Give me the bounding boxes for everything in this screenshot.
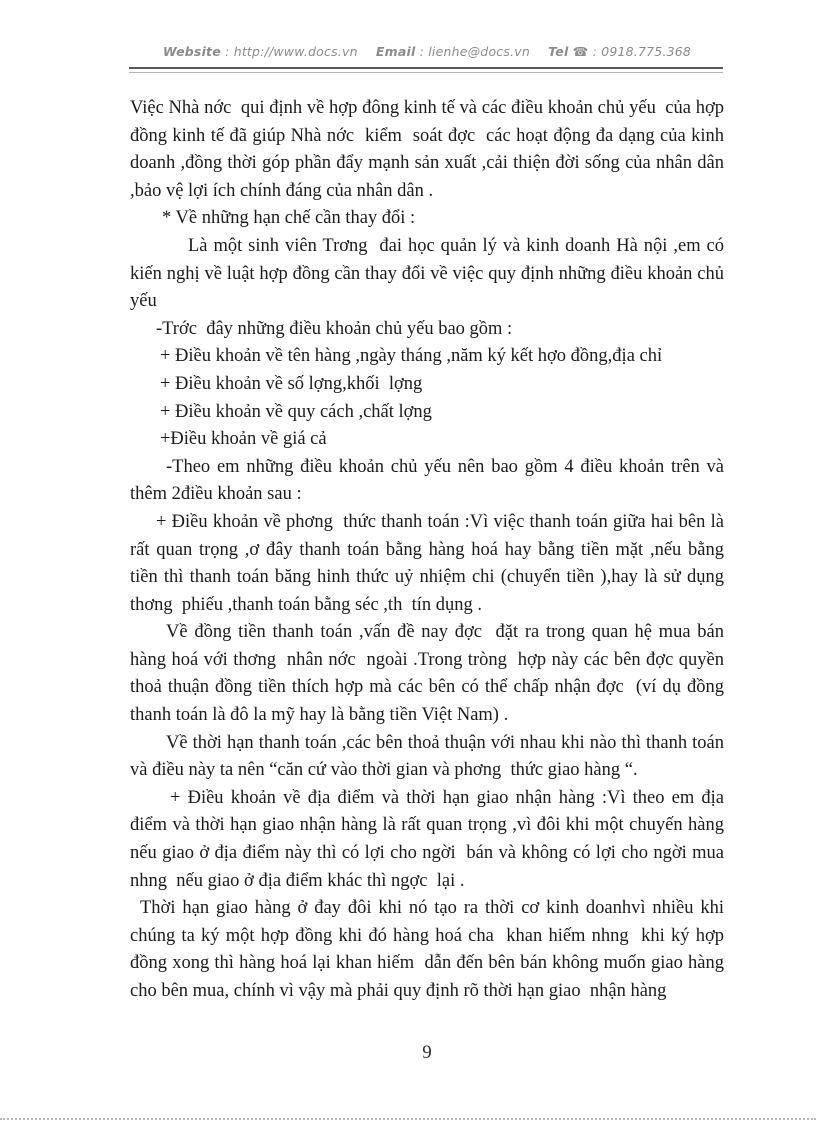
paragraph: + Điều khoản về tên hàng ,ngày tháng ,năm ký kết hợo đồng,địa chỉ (160, 346, 663, 367)
paragraph: + Điều khoản về địa điểm và thời hạn giao nhận hàng :Vì theo em địa điểm và thời hạn giao nhận hàng là rất quan trọng ,vì đôi khi một chuyến hàng nếu giao ở địa điểm này thì có lợi cho ngời bán và không có lợi cho ngời mua nhng nếu giao ở địa điểm khác thì ngợc lại . (130, 787, 724, 891)
website-label: Website (162, 44, 221, 59)
header-website (163, 44, 358, 59)
paragraph: + Điều khoản về số lợng,khối lợng (160, 373, 423, 394)
paragraph: -Trớc đây những điều khoản chủ yếu bao gồm : (156, 318, 513, 339)
paragraph: * Về những hạn chế cần thay đổi : (162, 208, 416, 229)
paragraph: Về đồng tiền thanh toán ,vấn đề nay đợc đặt ra trong quan hệ mua bán hàng hoá với thơng nhân nớc ngoài .Trong tròng hợp này các bên đợc quyền thoả thuận đồng tiền thích hợp mà các bên có thể chấp nhận đợc (ví dụ đồng thanh toán là đô la mỹ hay là bằng tiền Việt Nam) . (130, 622, 724, 726)
paragraph: -Theo em những điều khoản chủ yếu nên bao gồm 4 điều khoản trên và thêm 2điều khoản sau : (130, 456, 724, 505)
paragraph: +Điều khoản về giá cả (160, 429, 327, 450)
header-email (376, 44, 530, 59)
paragraph: Về thời hạn thanh toán ,các bên thoả thuận với nhau khi nào thì thanh toán và điều này ta nên “căn cứ vào thời gian và phơng thức giao hàng “. (130, 732, 724, 781)
tel-label: Tel (548, 44, 569, 59)
bottom-dotted-border (0, 1118, 816, 1120)
phone-icon: ☎ (572, 44, 589, 59)
document-body (130, 95, 724, 1006)
header-divider (129, 67, 723, 73)
paragraph: Thời hạn giao hàng ở đay đôi khi nó tạo ra thời cơ kinh doanhvì nhiều khi chúng ta ký một hợp đồng khi đó hàng hoá cha khan hiếm nhng khi ký hợp đồng xong thì hàng hoá lại khan hiếm dẫn đến bên bán không muốn giao hàng cho bên mua, chính vì vậy mà phải quy định rõ thời hạn giao nhận hàng (130, 898, 724, 1001)
paragraph: + Điều khoản về phơng thức thanh toán :Vì việc thanh toán giữa hai bên là rất quan trọng ,ơ đây thanh toán bằng hàng hoá hay bằng tiền mặt ,nếu bằng tiền thì thanh toán băng hinh thức uỷ nhiệm chi (chuyển tiền ),hay là sử dụng thơng phiếu ,thanh toán bằng séc ,th tín dụng . (130, 511, 724, 615)
website-value: : http://www.docs.vn (225, 44, 358, 59)
page-header (130, 44, 724, 59)
page-number: 9 (422, 1042, 432, 1063)
email-value: : lienhe@docs.vn (419, 44, 530, 59)
header-tel (548, 44, 691, 59)
paragraph: Việc Nhà nớc qui định về hợp đông kinh tế và các điều khoản chủ yếu của hợp đồng kinh tế đã giúp Nhà nớc kiểm soát đợc các hoạt động đa dạng của kinh doanh ,đồng thời góp phần đẩy mạnh sản xuất ,cải thiện đời sống của nhân dân ,bảo vệ lợi ích chính đáng của nhân dân . (130, 98, 724, 201)
paragraph: + Điều khoản về quy cách ,chất lợng (160, 401, 432, 422)
tel-value: : 0918.775.368 (592, 44, 692, 59)
email-label: Email (375, 44, 416, 59)
paragraph: Là một sinh viên Trơng đai học quản lý và kinh doanh Hà nội ,em có kiến nghị về luật hợp đồng cần thay đổi về việc quy định những điều khoản chủ yếu (130, 235, 724, 312)
